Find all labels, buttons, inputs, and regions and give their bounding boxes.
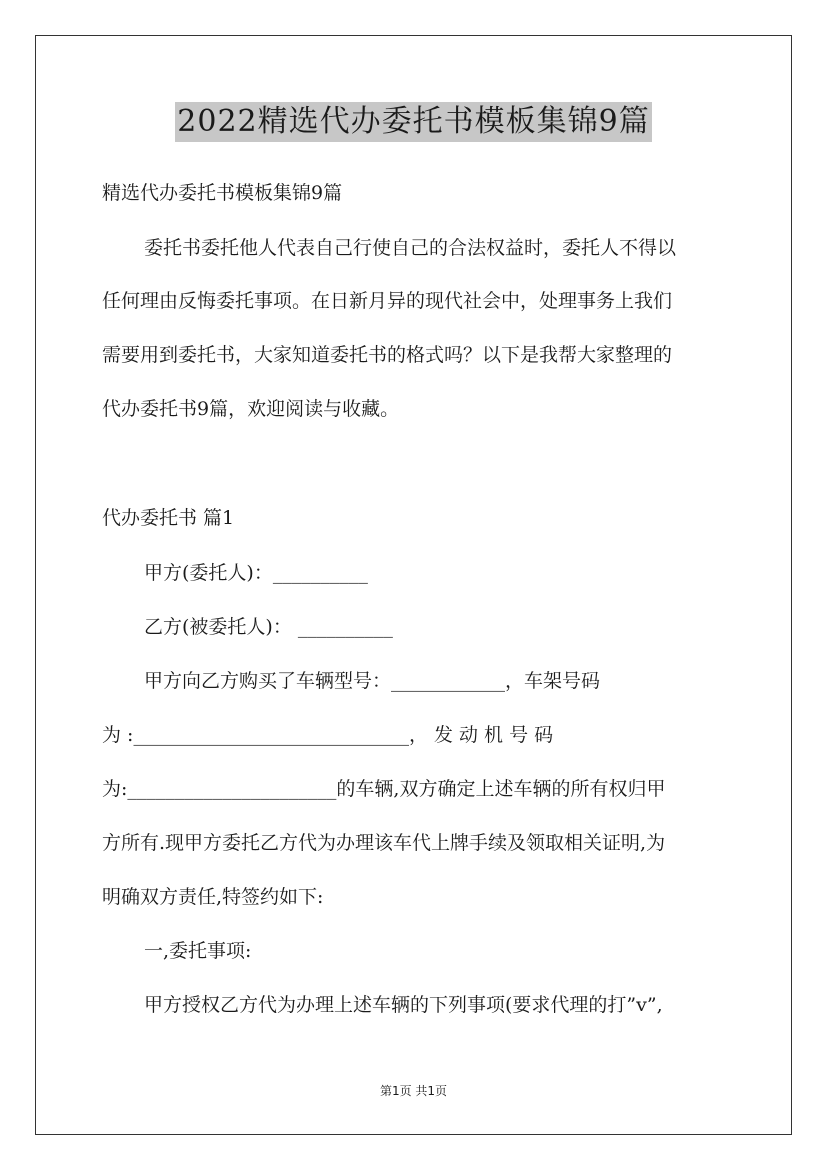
body-line-5: 明确双方责任,特签约如下: bbox=[102, 886, 324, 908]
body-line-2: 为 :_____________________________， 发 动 机 号 码 bbox=[102, 724, 554, 746]
body-line-1: 甲方向乙方购买了车辆型号：____________，车架号码 bbox=[144, 670, 601, 692]
party-b-line: 乙方(被委托人)： __________ bbox=[144, 616, 393, 638]
document-subtitle: 精选代办委托书模板集锦9篇 bbox=[102, 182, 343, 204]
intro-line-2: 任何理由反悔委托事项。在日新月异的现代社会中，处理事务上我们 bbox=[102, 290, 673, 312]
section-heading: 代办委托书 篇1 bbox=[102, 507, 235, 529]
item-heading: 一,委托事项: bbox=[144, 940, 252, 962]
party-a-line: 甲方(委托人)：__________ bbox=[144, 562, 368, 584]
title-container bbox=[0, 102, 827, 142]
body-line-3: 为:______________________的车辆,双方确定上述车辆的所有权归甲 bbox=[102, 778, 666, 800]
document-title: 2022精选代办委托书模板集锦9篇 bbox=[175, 102, 651, 142]
body-line-4: 方所有.现甲方委托乙方代为办理该车代上牌手续及领取相关证明,为 bbox=[102, 832, 666, 854]
intro-line-4: 代办委托书9篇，欢迎阅读与收藏。 bbox=[102, 398, 400, 420]
item-text: 甲方授权乙方代为办理上述车辆的下列事项(要求代理的打”v”, bbox=[144, 994, 663, 1016]
page-number-footer: 第1页 共1页 bbox=[379, 1084, 448, 1098]
intro-line-3: 需要用到委托书，大家知道委托书的格式吗？以下是我帮大家整理的 bbox=[102, 344, 673, 366]
intro-line-1: 委托书委托他人代表自己行使自己的合法权益时，委托人不得以 bbox=[144, 237, 677, 259]
